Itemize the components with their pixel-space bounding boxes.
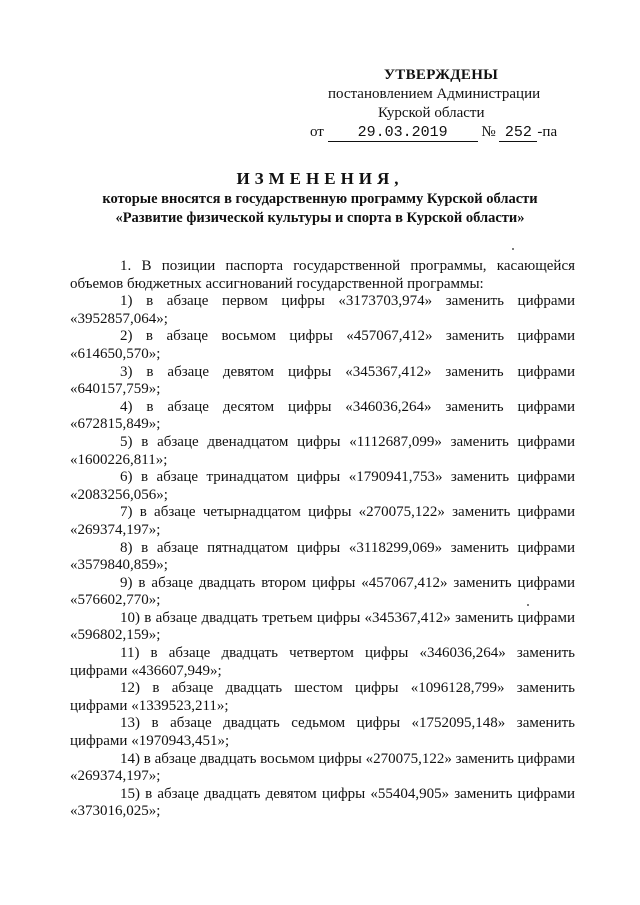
list-item: 6) в абзаце тринадцатом цифры «1790941,753» заменить цифрами «2083256,056»;	[70, 469, 575, 503]
approval-block	[296, 66, 576, 142]
list-item: 2) в абзаце восьмом цифры «457067,412» заменить цифрами «614650,570»;	[70, 328, 575, 362]
list-item: 12) в абзаце двадцать шестом цифры «1096128,799» заменить цифрами «1339523,211»;	[70, 680, 575, 714]
list-item: 5) в абзаце двенадцатом цифры «1112687,099» заменить цифрами «1600226,811»;	[70, 433, 575, 468]
approval-line-region: Курской области	[378, 105, 485, 121]
approval-date-line	[296, 123, 576, 142]
heading-program-name: «Развитие физической культуры и спорта в Курской области»	[115, 210, 525, 226]
number-suffix: -па	[537, 124, 558, 140]
list-item: 14) в абзаце двадцать восьмом цифры «270075,122» заменить цифрами «269374,197»;	[70, 750, 575, 785]
list-item: 9) в абзаце двадцать втором цифры «457067,412» заменить цифрами «576602,770»;	[70, 574, 575, 609]
approval-line-resolution: постановлением Администрации	[328, 86, 541, 102]
approval-number: 252	[499, 125, 537, 142]
heading-subtitle: которые вносятся в государственную программу Курской области	[102, 191, 538, 207]
number-label: №	[481, 124, 496, 140]
approval-title: УТВЕРЖДЕНЫ	[384, 67, 499, 83]
list-item: 8) в абзаце пятнадцатом цифры «3118299,069» заменить цифрами «3579840,859»;	[70, 539, 575, 574]
document-body	[70, 258, 575, 821]
list-item: 10) в абзаце двадцать третьем цифры «345367,412» заменить цифрами «596802,159»;	[70, 609, 575, 644]
document-heading	[40, 168, 600, 228]
scan-speck	[512, 248, 514, 250]
heading-title: ИЗМЕНЕНИЯ,	[236, 169, 404, 188]
list-item: 11) в абзаце двадцать четвертом цифры «346036,264» заменить цифрами «436607,949»;	[70, 645, 575, 679]
list-item: 15) в абзаце двадцать девятом цифры «55404,905» заменить цифрами «373016,025»;	[70, 785, 575, 820]
list-item: 7) в абзаце четырнадцатом цифры «270075,122» заменить цифрами «269374,197»;	[70, 504, 575, 538]
list-item: 4) в абзаце десятом цифры «346036,264» заменить цифрами «672815,849»;	[70, 398, 575, 433]
list-item: 3) в абзаце девятом цифры «345367,412» заменить цифрами «640157,759»;	[70, 363, 575, 398]
list-item: 13) в абзаце двадцать седьмом цифры «1752095,148» заменить цифрами «1970943,451»;	[70, 715, 575, 750]
from-label: от	[310, 124, 324, 140]
intro-paragraph: 1. В позиции паспорта государственной программы, касающейся объемов бюджетных ассигнований государственной программы:	[70, 258, 575, 292]
approval-date: 29.03.2019	[328, 125, 478, 142]
list-item: 1) в абзаце первом цифры «3173703,974» заменить цифрами «3952857,064»;	[70, 293, 575, 327]
scan-speck	[527, 604, 529, 606]
